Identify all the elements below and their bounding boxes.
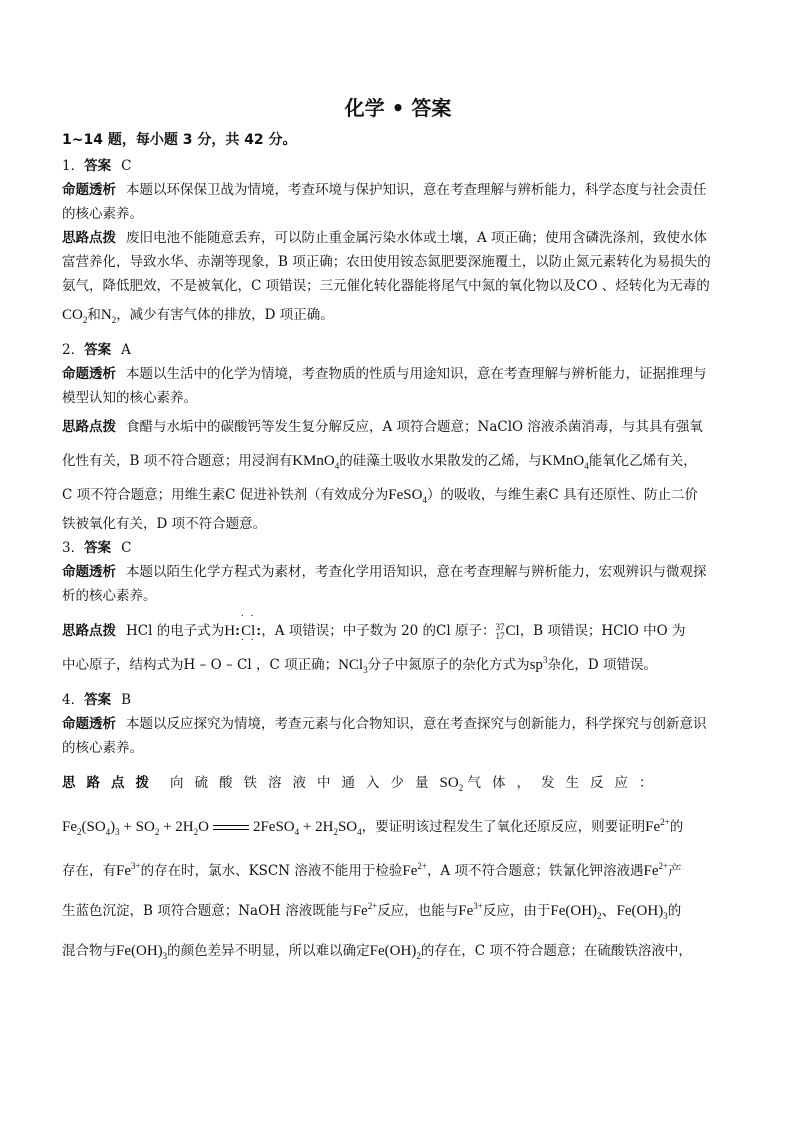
q4-hint-4d: 的 [667,903,682,919]
q1-number: 1． [62,158,85,174]
q1-hint-3: 氨气，降低肥效，不是被氧化，C 项错误；三元催化转化器能将尾气中氮的氧化物以及CO 、烃转化为无毒的 [62,278,710,294]
q2-hint-3b: ）的吸收，与维生素C 具有还原性、防止二价 [426,487,699,503]
q4-answer-value: B [121,692,132,708]
q1-hint [62,226,734,250]
q4-hint-4: 生蓝色沉淀，B 项符合题意；NaOH 溶液既能与$Fe^{2+}$反应，也能与$Fe^{3+}$反应，由于$Fe(OH)_2$、$Fe(OH)_3$的 [62,901,682,921]
q4-hint-5: 混合物与$Fe(OH)_3$的颜色差异不明显，所以难以确定$Fe(OH)_2$的存在，C 项不符合题意；在硫酸铁溶液中， [62,943,692,961]
analysis-label: 命题透析 [62,366,116,382]
answer-label: 答案 [84,540,112,556]
section-heading: 1~14 题，每小题 3 分，共 42 分。 [62,132,297,148]
q1-analysis-text: 本题以环保保卫战为情境，考查环境与保护知识，意在考查理解与辨析能力，科学态度与社会责任 [126,182,707,198]
q1-hint-text: 废旧电池不能随意丢弃，可以防止重金属污染水体或土壤，A 项正确；使用含磷洗涤剂，致使水体 [126,230,708,246]
q2-hint-4: 铁被氧化有关，D 项不符合题意。 [62,516,267,532]
q4-hint-4c: 反应，由于 [482,903,551,919]
q1-analysis-2: 的核心素养。 [62,206,143,222]
hint-label: 思路点拨 [62,419,116,435]
answer-label: 答案 [84,342,112,358]
q2-hint-text: 食醋与水垢中的碳酸钙等发生复分解反应，A 项符合题意；NaClO 溶液杀菌消毒，与其具有强氧 [126,419,703,435]
q4-hint-3c: ，A 项不符合题意；铁氰化钾溶液遇 [426,863,644,879]
q4-hint-5a: 混合物与 [62,943,116,959]
q4-hint-4b: 反应，也能与 [377,903,459,919]
q2-hint-3: C 项不符合题意；用维生素C 促进补铁剂（有效成分为FeSO$_4$）的吸收，与维生素C 具有还原性、防止二价 [62,487,699,505]
q2-answer [62,338,734,362]
analysis-label: 命题透析 [62,564,116,580]
answer-label: 答案 [84,158,112,174]
q1-answer-value: C [121,158,132,174]
q2-hint [62,410,734,444]
q1-hint-and: 和 [87,307,101,323]
q4-hint-3a: 存在，有 [62,863,116,879]
q2-hint-2c: 能氧化乙烯有关， [588,453,697,469]
q2-number: 2． [62,342,85,358]
q4-hint-3: 存在，有$Fe^{3+}$的存在时，氯水、KSCN 溶液不能用于检验$Fe^{2+}$，A 项不符合题意；铁氰化钾溶液遇$Fe^{2+}$产 [62,861,682,879]
q1-hint-4: $CO_2$和$N_2$，减少有害气体的排放，D 项正确。 [62,307,334,325]
q2-answer-value: A [121,342,131,358]
q3-hint-2a: 中心原子，结构式为H – O – Cl ，C 项正确； [62,657,339,673]
q4-hint-4a: 生蓝色沉淀，B 项符合题意；NaOH 溶液既能与 [62,903,353,919]
analysis-label: 命题透析 [62,716,116,732]
q3-analysis-2: 析的核心素养。 [62,588,157,604]
q4-hint: 思路点拨 向硫酸铁溶液中通入少量$SO_2$ 气体，发生反应： [62,775,664,793]
analysis-label: 命题透析 [62,182,116,198]
q3-hint-2: 中心原子，结构式为H – O – Cl ，C 项正确；NCl$_3$分子中氮原子的杂化方式为$sp^3$杂化，D 项错误。 [62,655,658,675]
q4-analysis-2: 的核心素养。 [62,740,143,756]
q3-hint-2b: 分子中氮原子的杂化方式为 [367,657,530,673]
hint-label: 思路点拨 [62,775,160,791]
q2-hint-2a: 化性有关，B 项不符合题意；用浸润有 [62,453,293,469]
answer-label: 答案 [84,692,112,708]
q3-hint-1b: ，A 项错误；中子数为 20 的Cl 原子： [261,623,496,639]
q2-hint-2: 化性有关，B 项不符合题意；用浸润有KMnO$_4$的硅藻土吸收水果散发的乙烯，与KMnO$_4$能氧化乙烯有关， [62,453,697,471]
hint-label: 思路点拨 [62,230,116,246]
q4-hint-3d: 产 [668,863,682,879]
q4-hint-2: ，要证明该过程发生了氧化还原反应，则要证明 [361,819,646,835]
q1-hint-end: ，减少有害气体的排放，D 项正确。 [116,307,334,323]
q1-answer [62,154,734,178]
q3-analysis [62,560,734,584]
q4-equation-line: $Fe_2(SO_4)_3 + SO_2 + 2H_2O$ 2FeSO$_4$ + $2H_2SO_4$，要证明该过程发生了氧化还原反应，则要证明$Fe^{2+}$的 [62,817,684,837]
q4-hint-1: 向硫酸铁溶液中通入少量 [170,775,440,791]
q4-number: 4． [62,692,85,708]
q2-hint-3a: C 项不符合题意；用维生素C 促进补铁剂（有效成分为 [62,487,389,503]
q3-hint-2c: 杂化，D 项错误。 [547,657,658,673]
q4-hint-3b: 的存在时，氯水、KSCN 溶液不能用于检验 [140,863,403,879]
q3-hint-1c: ，B 项错误；HClO 中O 为 [519,623,686,639]
q3-hint: 思路点拨 HCl 的电子式为H:· · Cl · ·:，A 项错误；中子数为 20 的Cl 原子：37 17Cl，B 项错误；HClO 中O 为 [62,614,734,648]
q2-analysis [62,362,734,386]
q1-hint-2: 富营养化，导致水华、赤潮等现象，B 项正确；农田使用铵态氮肥要深施覆土，以防止氮元素转化为易损失的 [62,254,711,270]
q4-hint-5c: 的存在，C 项不符合题意；在硫酸铁溶液中， [420,943,692,959]
q4-hint-1b: 气体，发生反应： [467,775,664,791]
q4-hint-2b: 的 [669,819,684,835]
q2-analysis-text: 本题以生活中的化学为情境，考查物质的性质与用途知识，意在考查理解与辨析能力，证据推理与 [126,366,707,382]
electron-formula: H:· · Cl · ·: [224,623,261,639]
q3-answer [62,536,734,560]
q4-analysis [62,712,734,736]
q1-analysis [62,178,734,202]
q4-analysis-text: 本题以反应探究为情境，考查元素与化合物知识，意在考查探究与创新能力，科学探究与创新意识 [126,716,707,732]
q3-number: 3． [62,540,85,556]
q3-answer-value: C [121,540,132,556]
q4-answer [62,688,734,712]
reaction-equation: $Fe_2(SO_4)_3 + SO_2 + 2H_2O$ 2FeSO$_4$ + $2H_2SO_4$ [62,819,362,837]
page-title: 化学 • 答案 [344,96,452,120]
answer-page [62,92,734,968]
q3-hint-1a: HCl 的电子式为 [126,623,225,639]
hint-label: 思路点拨 [62,623,116,639]
q2-analysis-2: 模型认知的核心素养。 [62,390,197,406]
q2-hint-2b: 的硅藻土吸收水果散发的乙烯，与 [339,453,542,469]
q4-hint-5b: 的颜色差异不明显，所以难以确定 [167,943,370,959]
q3-analysis-text: 本题以陌生化学方程式为素材，考查化学用语知识，意在考查理解与辨析能力，宏观辨识与微观探 [126,564,707,580]
